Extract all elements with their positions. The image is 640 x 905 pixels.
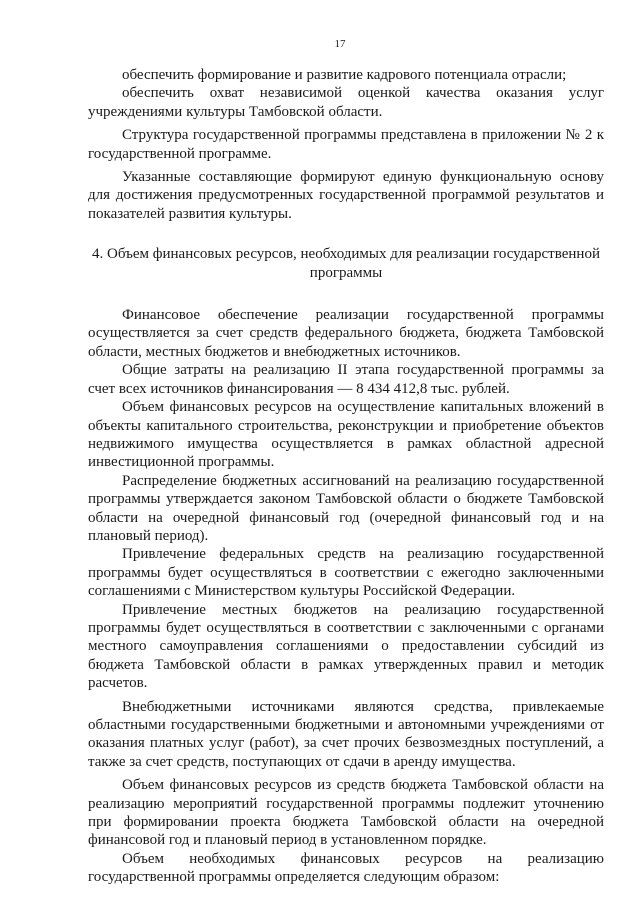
paragraph: Внебюджетными источниками являются средства, привлекаемые областными государственными бюджетными и автономными учреждениями от оказания платных услуг (работ), за счет прочих безвозмездных поступлений, а также за счет средств, поступающих от сдачи в аренду имущества. xyxy=(88,698,604,770)
paragraph: Распределение бюджетных ассигнований на реализацию государственной программы утверждается законом Тамбовской области о бюджете Тамбовской области на очередной финансовый год (очередной финансовый год и на плановый период). xyxy=(88,472,604,544)
paragraph: Финансовое обеспечение реализации государственной программы осуществляется за счет средств федерального бюджета, бюджета Тамбовской области, местных бюджетов и внебюджетных источников. xyxy=(88,307,604,360)
paragraph: Общие затраты на реализацию II этапа государственной программы за счет всех источников финансирования — 8 434 412,8 тыс. рублей. xyxy=(88,362,604,397)
paragraph: Привлечение федеральных средств на реализацию государственной программы будет осуществляться в соответствии с ежегодно заключенными соглашениями с Министерством культуры Российской Федерации. xyxy=(88,546,604,600)
section-heading: 4. Объем финансовых ресурсов, необходимых для реализации государственной программы xyxy=(92,246,600,281)
paragraph: обеспечить охват независимой оценкой качества оказания услуг учреждениями культуры Тамбовской области. xyxy=(88,85,604,120)
paragraph: обеспечить формирование и развитие кадрового потенциала отрасли; xyxy=(122,67,567,83)
paragraph: Структура государственной программы представлена в приложении № 2 к государственной программе. xyxy=(88,127,604,162)
page-number: 17 xyxy=(334,38,346,50)
paragraph: Объем финансовых ресурсов из средств бюджета Тамбовской области на реализацию мероприятий государственной программы подлежит уточнению при формировании проекта бюджета Тамбовской области на очередной финансовой год и плановый период в установленном порядке. xyxy=(88,777,604,849)
paragraph: Объем необходимых финансовых ресурсов на реализацию государственной программы определяется следующим образом: xyxy=(88,850,604,886)
document-body xyxy=(88,66,604,887)
paragraph: Объем финансовых ресурсов на осуществление капитальных вложений в объекты капитального строительства, реконструкции и приобретение объектов недвижимого имущества осуществляется в рамках областной адресной инвестиционной программы. xyxy=(88,399,604,471)
paragraph: Привлечение местных бюджетов на реализацию государственной программы будет осуществляться в соответствии с заключенными с органами местного самоуправления соглашениями о предоставлении субсидий из бюджета Тамбовской области в рамках утвержденных правил и методик расчетов. xyxy=(88,601,604,692)
paragraph: Указанные составляющие формируют единую функциональную основу для достижения предусмотренных государственной программой результатов и показателей развития культуры. xyxy=(88,169,604,222)
